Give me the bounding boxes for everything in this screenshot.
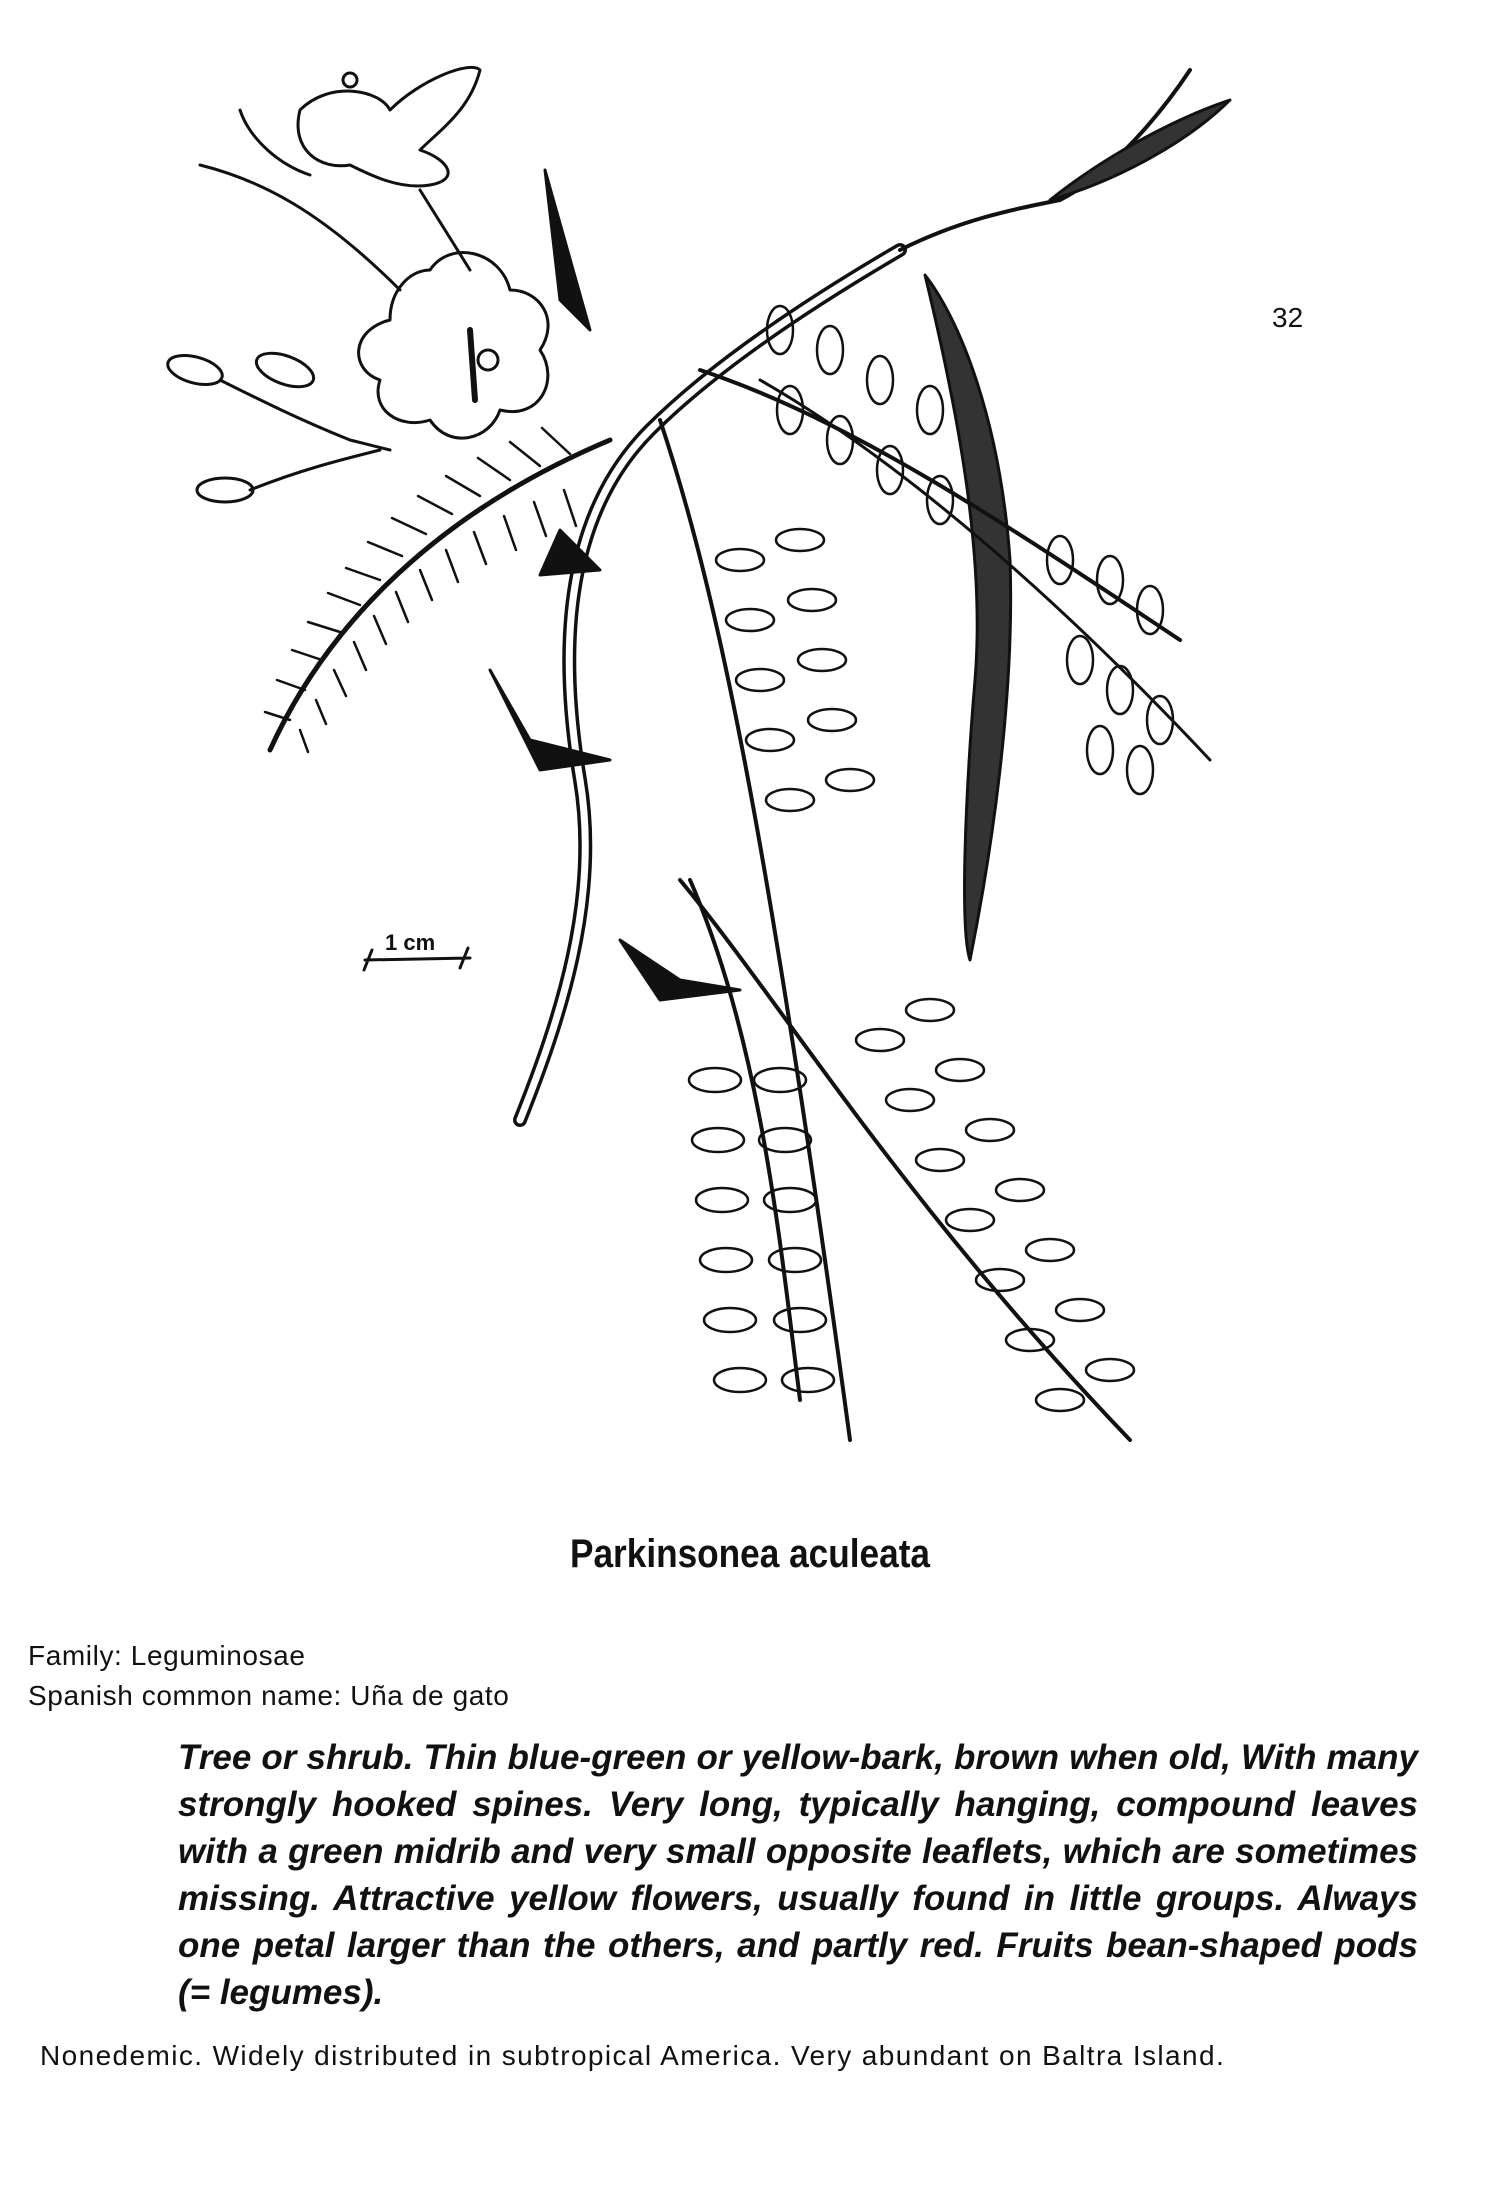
scale-label: 1 cm xyxy=(385,930,436,955)
flower-bud xyxy=(165,350,226,390)
thorn xyxy=(545,170,590,330)
common-name-line: Spanish common name: Uña de gato xyxy=(28,1680,510,1711)
family-line: Family: Leguminosae xyxy=(28,1640,306,1671)
flower-bud xyxy=(252,347,318,394)
leaf-midrib xyxy=(660,420,850,1440)
seed-pod xyxy=(1050,100,1230,200)
page-number: 32 xyxy=(1272,302,1304,333)
species-title: Parkinsonea aculeata xyxy=(569,1532,931,1576)
flower xyxy=(359,253,548,439)
seed-pod xyxy=(925,275,1011,960)
flower-bud xyxy=(197,478,253,502)
leaf-midrib xyxy=(680,880,1130,1440)
species-description: Tree or shrub. Thin blue-green or yellow-bark, brown when old, With many strongly hooked spines. Very long, typically hanging, compound leaves with a green midrib and very small opposite leaflets, which are sometimes missing. Attractive yellow flowers, usually found in little groups. Always one petal larger than the others, and partly red. Fruits bean-shaped pods (= legumes). xyxy=(178,1738,1418,2012)
flower xyxy=(298,67,480,186)
thorn xyxy=(490,670,610,770)
distribution-note: Nonedemic. Widely distributed in subtropical America. Very abundant on Baltra Island. xyxy=(40,2040,1226,2071)
leaf-midrib xyxy=(270,440,610,750)
